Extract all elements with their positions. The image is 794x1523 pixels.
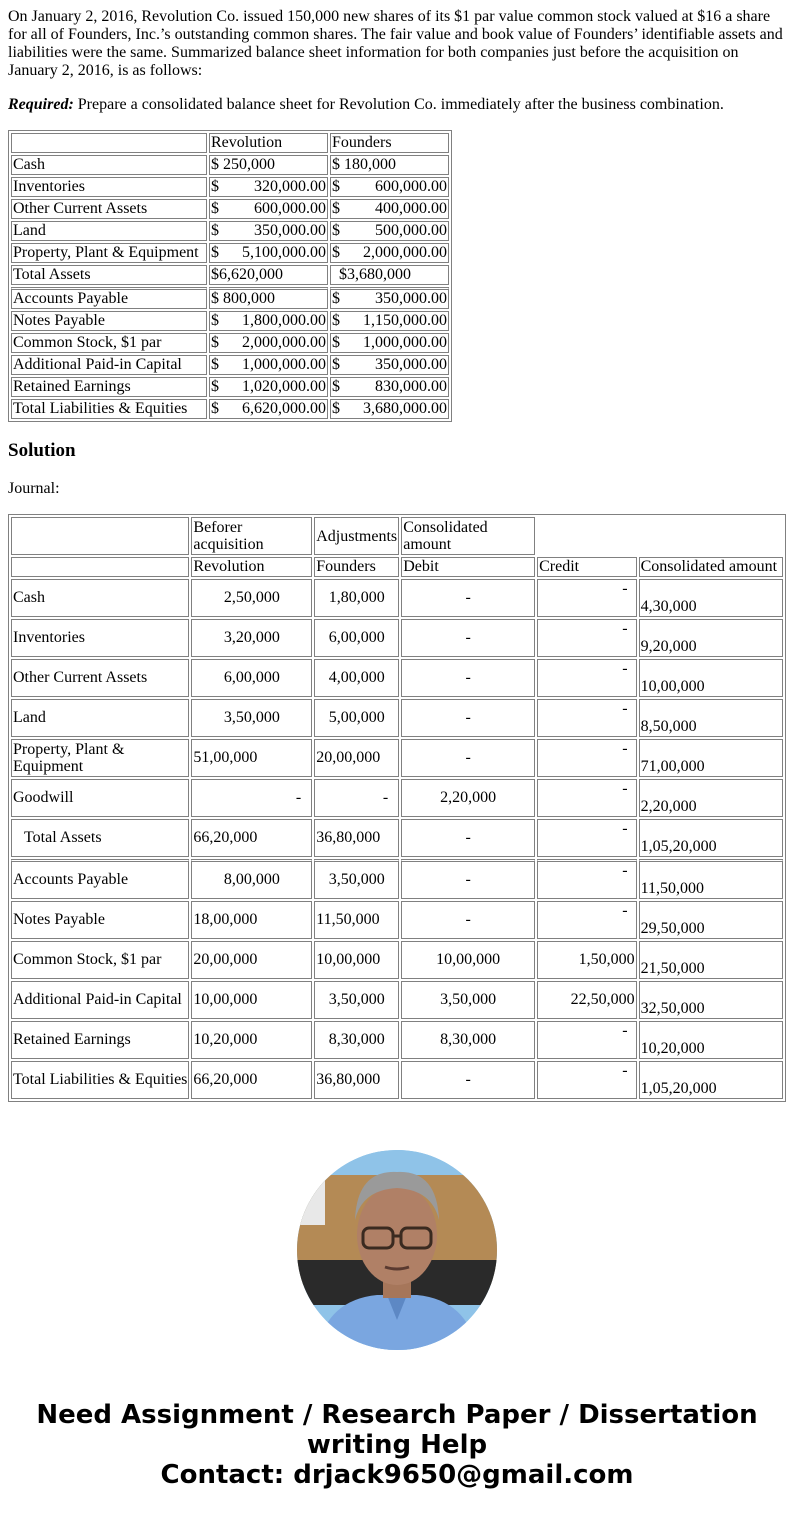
founders-value: $ 400,000.00 [332, 200, 447, 217]
row-label: Common Stock, $1 par [11, 333, 207, 353]
credit-value: - [537, 579, 637, 617]
debit-value: 10,00,000 [401, 941, 535, 979]
founders-value: $ 1,000,000.00 [332, 334, 447, 351]
row-label: Goodwill [11, 779, 189, 817]
table-row [11, 619, 783, 657]
consolidated-value: 10,00,000 [639, 659, 783, 697]
revolution-value: 8,00,000 [191, 859, 312, 899]
table-row [11, 199, 449, 219]
revolution-value: $ 6,620,000.00 [211, 400, 326, 417]
consolidated-value: 21,50,000 [639, 941, 783, 979]
credit-value: - [537, 819, 637, 857]
row-label: Additional Paid-in Capital [11, 355, 207, 375]
row-label: Inventories [11, 177, 207, 197]
row-label: Total Liabilities & Equities [11, 399, 207, 419]
required-text: Prepare a consolidated balance sheet for Revolution Co. immediately after the business combination. [73, 96, 724, 113]
revolution-value: 10,00,000 [191, 981, 312, 1019]
avatar-container [0, 1150, 794, 1350]
row-label: Accounts Payable [11, 859, 189, 899]
journal-table [8, 514, 786, 1102]
revolution-value: $ 250,000 [209, 155, 328, 175]
table-row [11, 859, 783, 899]
table-row [11, 377, 449, 397]
table-row [11, 265, 449, 285]
header-cell: Consolidated amount [401, 517, 535, 555]
row-label: Retained Earnings [11, 377, 207, 397]
founders-value: 11,50,000 [314, 901, 399, 939]
table-row [11, 1061, 783, 1099]
row-label: Accounts Payable [11, 287, 207, 309]
table-row [11, 155, 449, 175]
table-row [11, 659, 783, 697]
consolidated-value: 8,50,000 [639, 699, 783, 737]
consolidated-value: 9,20,000 [639, 619, 783, 657]
problem-required [8, 96, 786, 114]
credit-value: - [537, 739, 637, 777]
row-label: Retained Earnings [11, 1021, 189, 1059]
header-cell [11, 517, 189, 555]
credit-value: - [537, 659, 637, 697]
row-label: Property, Plant & Equipment [11, 243, 207, 263]
table-row [11, 311, 449, 331]
row-label: Cash [11, 579, 189, 617]
credit-value: - [537, 619, 637, 657]
founders-value: $ 830,000.00 [332, 378, 447, 395]
revolution-value: 6,00,000 [191, 659, 312, 697]
debit-value: - [401, 901, 535, 939]
founders-value: $3,680,000 [330, 265, 449, 285]
revolution-value: $ 1,800,000.00 [211, 312, 326, 329]
founders-value: 3,50,000 [314, 981, 399, 1019]
required-label: Required: [8, 96, 74, 113]
credit-value: - [537, 779, 637, 817]
table-header-row [11, 133, 449, 153]
founders-value: 4,00,000 [314, 659, 399, 697]
problem-intro: On January 2, 2016, Revolution Co. issued 150,000 new shares of its $1 par value common stock valued at $16 a share for all of Founders, Inc.’s outstanding common shares. The fair value and book value of Founders’ identifiable assets and liabilities were the same. Summarized balance sheet information for both companies just before the acquisition on January 2, 2016, is as follows: [8, 8, 783, 79]
revolution-value: 20,00,000 [191, 941, 312, 979]
credit-value: 22,50,000 [537, 981, 637, 1019]
promo-contact: Contact: drjack9650@gmail.com [160, 1460, 634, 1490]
revolution-value: $ 800,000 [209, 287, 328, 309]
revolution-value: $ 2,000,000.00 [211, 334, 326, 351]
debit-value: - [401, 1061, 535, 1099]
row-label: Common Stock, $1 par [11, 941, 189, 979]
founders-value: $ 3,680,000.00 [332, 400, 447, 417]
promo-line-2: writing Help [306, 1430, 488, 1460]
debit-value: - [401, 859, 535, 899]
revolution-value: 3,20,000 [191, 619, 312, 657]
row-label: Notes Payable [11, 311, 207, 331]
founders-value: 8,30,000 [314, 1021, 399, 1059]
header-blank [639, 517, 783, 555]
revolution-value: $6,620,000 [209, 265, 328, 285]
header-cell: Founders [330, 133, 449, 153]
founders-value: 3,50,000 [314, 859, 399, 899]
header-cell: Debit [401, 557, 535, 577]
person-photo-icon [297, 1150, 497, 1350]
founders-value: 6,00,000 [314, 619, 399, 657]
table-row [11, 333, 449, 353]
credit-value: - [537, 901, 637, 939]
header-cell [11, 133, 207, 153]
table-row [11, 739, 783, 777]
founders-value: 10,00,000 [314, 941, 399, 979]
consolidated-value: 10,20,000 [639, 1021, 783, 1059]
consolidated-value: 1,05,20,000 [639, 1061, 783, 1099]
header-cell: Adjustments [314, 517, 399, 555]
table-row [11, 1021, 783, 1059]
header-cell: Credit [537, 557, 637, 577]
table-row [11, 287, 449, 309]
revolution-value: $ 350,000.00 [211, 222, 326, 239]
table-row [11, 941, 783, 979]
founders-value: 1,80,000 [314, 579, 399, 617]
founders-value: $ 500,000.00 [332, 222, 447, 239]
revolution-value: 2,50,000 [191, 579, 312, 617]
row-label: Cash [11, 155, 207, 175]
table-row [11, 355, 449, 375]
credit-value: - [537, 859, 637, 899]
debit-value: - [401, 819, 535, 857]
founders-value: 36,80,000 [314, 1061, 399, 1099]
header-cell: Consolidated amount [639, 557, 783, 577]
balance-sheet-table [8, 130, 452, 422]
table-row [11, 779, 783, 817]
founders-value: 5,00,000 [314, 699, 399, 737]
revolution-value: 66,20,000 [191, 1061, 312, 1099]
header-cell [11, 557, 189, 577]
revolution-value: 66,20,000 [191, 819, 312, 857]
founders-value: $ 1,150,000.00 [332, 312, 447, 329]
revolution-value: $ 1,020,000.00 [211, 378, 326, 395]
row-label: Land [11, 221, 207, 241]
consolidated-value: 29,50,000 [639, 901, 783, 939]
consolidated-value: 32,50,000 [639, 981, 783, 1019]
consolidated-value: 2,20,000 [639, 779, 783, 817]
table-row [11, 579, 783, 617]
header-cell: Founders [314, 557, 399, 577]
solution-heading: Solution [8, 440, 76, 461]
header-cell: Beforer acquisition [191, 517, 312, 555]
revolution-value: 10,20,000 [191, 1021, 312, 1059]
revolution-value: $ 600,000.00 [211, 200, 326, 217]
founders-value: - [314, 779, 399, 817]
table-row [11, 399, 449, 419]
row-label: Notes Payable [11, 901, 189, 939]
founders-value: $ 350,000.00 [332, 356, 447, 373]
founders-value: $ 350,000.00 [330, 287, 449, 309]
row-label: Total Liabilities & Equities [11, 1061, 189, 1099]
credit-value: - [537, 699, 637, 737]
founders-value: $ 180,000 [330, 155, 449, 175]
header-blank [537, 517, 637, 555]
revolution-value: 3,50,000 [191, 699, 312, 737]
consolidated-value: 4,30,000 [639, 579, 783, 617]
avatar [297, 1150, 497, 1350]
row-label: Other Current Assets [11, 199, 207, 219]
credit-value: - [537, 1021, 637, 1059]
debit-value: 2,20,000 [401, 779, 535, 817]
promo-footer [0, 1400, 794, 1490]
debit-value: - [401, 699, 535, 737]
table-row [11, 981, 783, 1019]
consolidated-value: 71,00,000 [639, 739, 783, 777]
header-cell: Revolution [209, 133, 328, 153]
founders-value: 36,80,000 [314, 819, 399, 857]
row-label: Total Assets [11, 819, 189, 857]
row-label: Inventories [11, 619, 189, 657]
promo-line-1: Need Assignment / Research Paper / Dissertation [36, 1400, 758, 1430]
revolution-value: $ 320,000.00 [211, 178, 326, 195]
table-row [11, 819, 783, 857]
row-label: Other Current Assets [11, 659, 189, 697]
table-header-row [11, 517, 783, 555]
table-row [11, 221, 449, 241]
consolidated-value: 1,05,20,000 [639, 819, 783, 857]
debit-value: - [401, 579, 535, 617]
consolidated-value: 11,50,000 [639, 859, 783, 899]
founders-value: $ 2,000,000.00 [332, 244, 447, 261]
row-label: Total Assets [11, 265, 207, 285]
header-cell: Revolution [191, 557, 312, 577]
table-row [11, 177, 449, 197]
founders-value: $ 600,000.00 [332, 178, 447, 195]
founders-value: 20,00,000 [314, 739, 399, 777]
revolution-value: 51,00,000 [191, 739, 312, 777]
debit-value: - [401, 619, 535, 657]
row-label: Property, Plant & Equipment [11, 739, 189, 777]
revolution-value: $ 5,100,000.00 [211, 244, 326, 261]
debit-value: 8,30,000 [401, 1021, 535, 1059]
table-header-row [11, 557, 783, 577]
table-row [11, 243, 449, 263]
row-label: Land [11, 699, 189, 737]
credit-value: 1,50,000 [537, 941, 637, 979]
table-row [11, 699, 783, 737]
debit-value: - [401, 739, 535, 777]
table-row [11, 901, 783, 939]
credit-value: - [537, 1061, 637, 1099]
revolution-value: - [191, 779, 312, 817]
revolution-value: $ 1,000,000.00 [211, 356, 326, 373]
journal-label: Journal: [8, 480, 60, 497]
debit-value: 3,50,000 [401, 981, 535, 1019]
debit-value: - [401, 659, 535, 697]
revolution-value: 18,00,000 [191, 901, 312, 939]
row-label: Additional Paid-in Capital [11, 981, 189, 1019]
